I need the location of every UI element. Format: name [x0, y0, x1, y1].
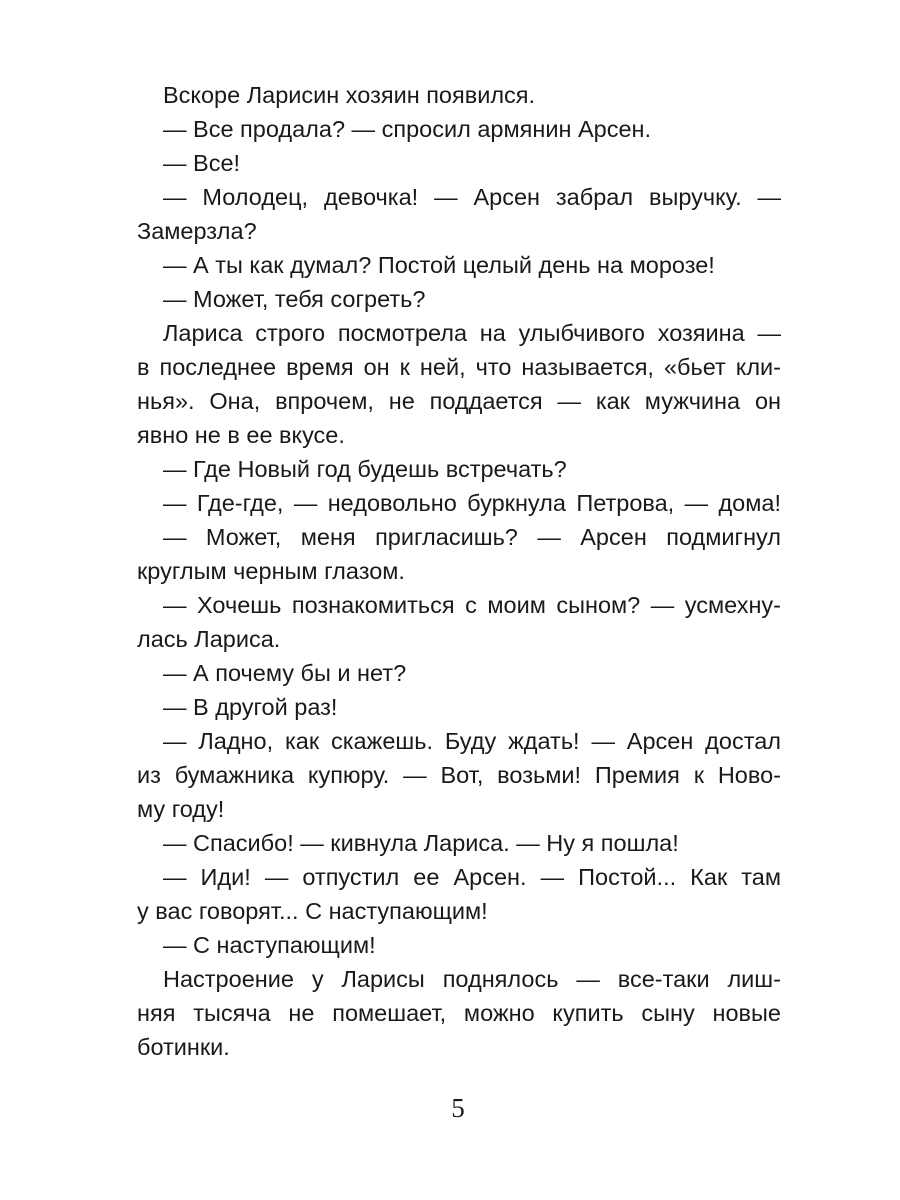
- page-number: 5: [451, 1093, 465, 1123]
- text-line: — Где Новый год будешь встречать?: [163, 456, 567, 482]
- text-line: — А ты как думал? Постой целый день на морозе!: [163, 252, 715, 278]
- text-line: — С наступающим!: [163, 932, 376, 958]
- text-line: в последнее время он к ней, что называется, «бьет кли-: [137, 354, 781, 380]
- text-line: — Спасибо! — кивнула Лариса. — Ну я пошла!: [163, 830, 679, 856]
- text-line: круглым черным глазом.: [137, 558, 405, 584]
- text-line: Вскоре Ларисин хозяин появился.: [163, 82, 536, 108]
- text-line: лась Лариса.: [137, 626, 281, 652]
- text-line: Замерзла?: [137, 218, 257, 244]
- text-line: — Все продала? — спросил армянин Арсен.: [163, 116, 652, 142]
- text-line: нья». Она, впрочем, не поддается — как мужчина он: [137, 388, 781, 414]
- text-line: — Может, тебя согреть?: [163, 286, 426, 312]
- text-line: му году!: [137, 796, 225, 822]
- text-line: няя тысяча не помешает, можно купить сыну новые: [137, 1000, 781, 1026]
- text-line: Лариса строго посмотрела на улыбчивого хозяина —: [163, 320, 781, 346]
- text-line: явно не в ее вкусе.: [137, 422, 345, 448]
- text-line: — Может, меня пригласишь? — Арсен подмигнул: [163, 524, 781, 550]
- text-line: — Ладно, как скажешь. Буду ждать! — Арсен достал: [163, 728, 781, 754]
- text-line: — Иди! — отпустил ее Арсен. — Постой... Как там: [163, 864, 781, 890]
- text-line: — Молодец, девочка! — Арсен забрал выручку. —: [163, 184, 781, 210]
- text-line: — Все!: [163, 150, 241, 176]
- body-text: [137, 78, 781, 1064]
- text-line: — Где-где, — недовольно буркнула Петрова, — дома!: [163, 490, 781, 516]
- text-line: — Хочешь познакомиться с моим сыном? — усмехну-: [163, 592, 781, 618]
- text-line: Настроение у Ларисы поднялось — все-таки лиш-: [163, 966, 781, 992]
- text-line: у вас говорят... С наступающим!: [137, 898, 488, 924]
- text-line: — А почему бы и нет?: [163, 660, 407, 686]
- text-line: из бумажника купюру. — Вот, возьми! Премия к Ново-: [137, 762, 781, 788]
- text-line: — В другой раз!: [163, 694, 338, 720]
- text-line: ботинки.: [137, 1034, 230, 1060]
